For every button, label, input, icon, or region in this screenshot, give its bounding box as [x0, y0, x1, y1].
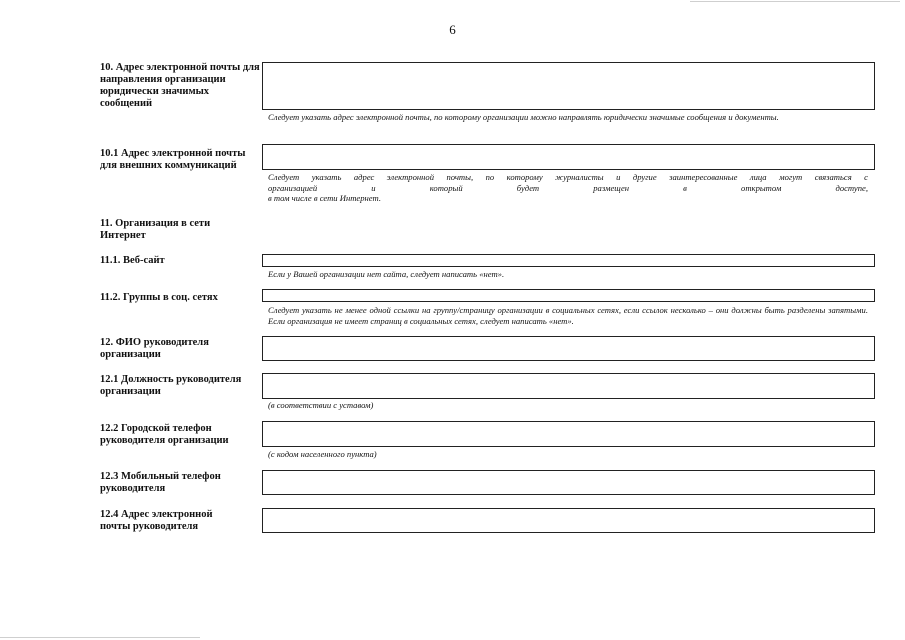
label-director-position: 12.1 Должность руководителя организации	[100, 374, 242, 397]
hint-email-external-line1: Следует указать адрес электронной почты, по которому журналисты и другие заинтересованные лица могут связаться с	[268, 172, 868, 182]
hint-director-position: (в соответствии с уставом)	[268, 400, 374, 410]
label-social-groups: 11.2. Группы в соц. сетях	[100, 292, 218, 303]
email-legal-field[interactable]	[262, 62, 875, 110]
label-email-external: 10.1 Адрес электронной почты для внешних коммуникаций	[100, 148, 246, 171]
hint-website: Если у Вашей организации нет сайта, следует написать «нет».	[268, 269, 505, 279]
director-mobile-field[interactable]	[262, 470, 875, 495]
label-email-legal: 10. Адрес электронной почты для направления организации юридически значимых сообщений	[100, 62, 260, 109]
hint-email-legal: Следует указать адрес электронной почты, по которому организации можно направлять юридически значимые сообщения и документы.	[268, 112, 779, 122]
page-number: 6	[449, 22, 456, 37]
scan-artifact-bottom	[0, 637, 200, 638]
label-director-name: 12. ФИО руководителя организации	[100, 337, 209, 360]
section-title-internet: 11. Организация в сети Интернет	[100, 218, 211, 241]
label-website: 11.1. Веб-сайт	[100, 255, 165, 266]
label-director-email: 12.4 Адрес электронной почты руководителя	[100, 509, 213, 532]
label-director-city-phone: 12.2 Городской телефон руководителя организации	[100, 423, 229, 446]
director-position-field[interactable]	[262, 373, 875, 399]
label-director-mobile: 12.3 Мобильный телефон руководителя	[100, 471, 221, 494]
hint-social-groups: Следует указать не менее одной ссылки на группу/страницу организации в социальных сетях, если ссылок несколько – они должны быть разделены запятыми. Если организация не имеет страниц в социальных сетях, следует написать «нет».	[268, 305, 868, 326]
email-external-field[interactable]	[262, 144, 875, 170]
website-field[interactable]	[262, 254, 875, 267]
hint-email-external-line3: в том числе в сети Интернет.	[268, 193, 381, 203]
director-name-field[interactable]	[262, 336, 875, 361]
director-email-field[interactable]	[262, 508, 875, 533]
social-groups-field[interactable]	[262, 289, 875, 302]
hint-email-external-line2: организацией и который будет размещен в открытом доступе,	[268, 182, 868, 193]
scan-artifact-top	[690, 1, 900, 2]
hint-director-city-phone: (с кодом населенного пункта)	[268, 449, 377, 459]
director-city-phone-field[interactable]	[262, 421, 875, 447]
